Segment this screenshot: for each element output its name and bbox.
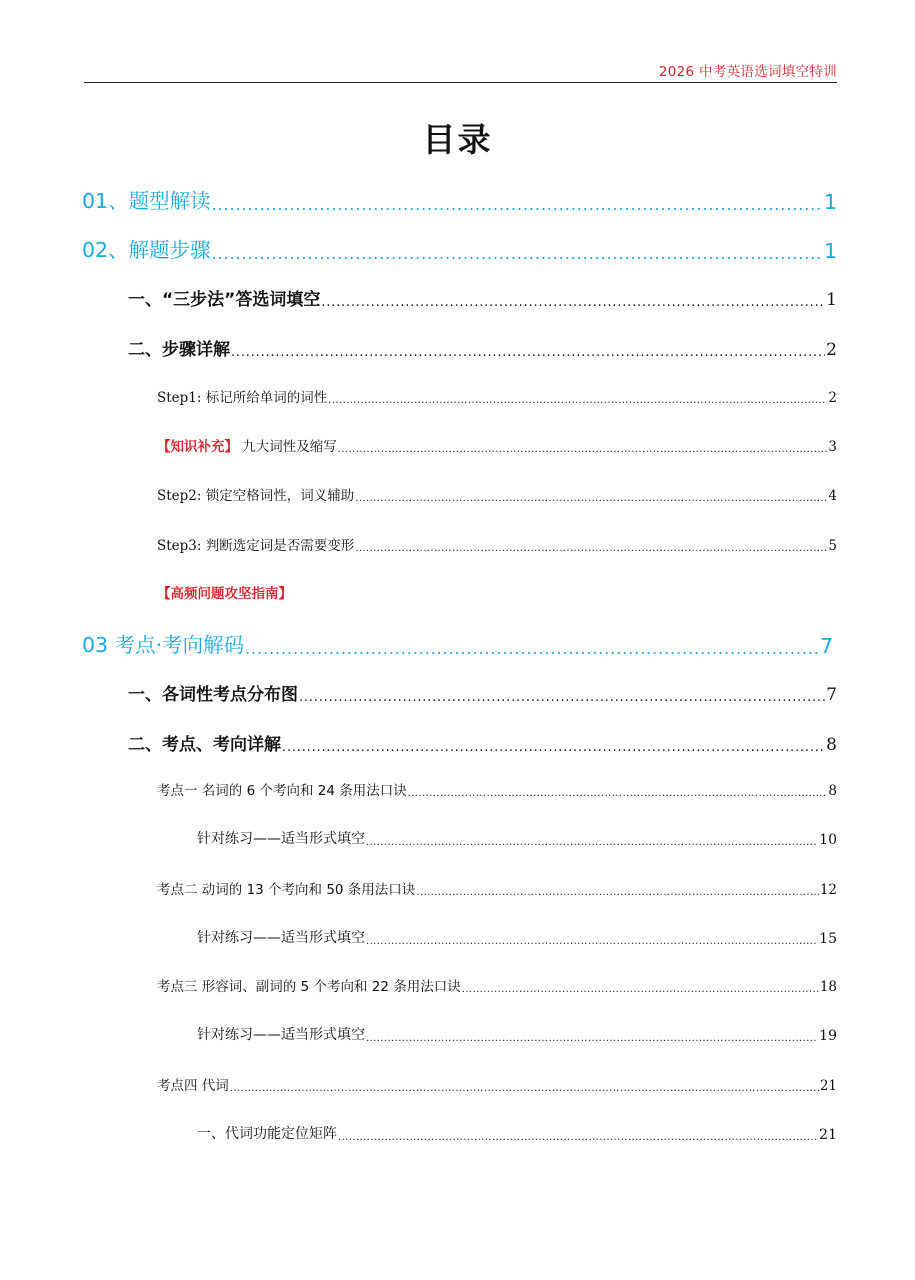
header-text: 2026 中考英语选词填空特训 <box>658 64 837 80</box>
toc-entry-02-2[interactable] <box>128 335 837 360</box>
leader-dots <box>355 493 827 504</box>
toc-entry-kp4-1[interactable] <box>197 1123 837 1143</box>
toc-label: 二、步骤详解 <box>128 340 230 360</box>
step-prefix: Step3: <box>157 538 202 554</box>
toc-entry-knowledge[interactable] <box>157 435 837 455</box>
toc-label: 考点四 代词 <box>157 1078 229 1094</box>
toc-page-number: 18 <box>819 979 837 995</box>
toc-page-number: 15 <box>819 931 837 947</box>
toc-label: 针对练习——适当形式填空 <box>197 1027 365 1043</box>
toc-page-number: 2 <box>828 390 837 406</box>
toc-label: 一、代词功能定位矩阵 <box>197 1126 337 1142</box>
toc-entry-step2[interactable] <box>157 484 837 504</box>
toc-entry-kp3-exercise[interactable] <box>197 1024 837 1044</box>
toc-page-number: 7 <box>826 685 837 705</box>
toc-label: 锁定空格词性，词义辅助 <box>205 488 355 504</box>
toc-entry-kp2-exercise[interactable] <box>197 927 837 947</box>
toc-label: 判断选定词是否需要变形 <box>205 538 355 554</box>
toc-entry-kp1-exercise[interactable] <box>197 828 837 848</box>
leader-dots <box>338 444 828 455</box>
toc-label: 标记所给单词的词性 <box>205 390 328 406</box>
toc-page-number: 21 <box>819 1078 837 1094</box>
toc-label: 针对练习——适当形式填空 <box>197 831 365 847</box>
toc-entry-01[interactable] <box>82 184 837 214</box>
toc-page-number: 8 <box>828 783 837 799</box>
toc-entry-faq[interactable] <box>157 582 292 602</box>
toc-page-number: 7 <box>819 634 833 658</box>
toc-page-number: 12 <box>819 882 837 898</box>
toc-entry-03[interactable] <box>82 628 833 658</box>
page-title: 目录 <box>422 120 493 159</box>
toc-label: 二、考点、考向详解 <box>128 735 281 755</box>
toc-page-number: 8 <box>826 735 837 755</box>
toc-label: 针对练习——适当形式填空 <box>197 930 365 946</box>
toc-entry-step1[interactable] <box>157 386 837 406</box>
leader-dots <box>212 244 823 263</box>
toc-entry-kp2[interactable] <box>157 878 837 898</box>
leader-dots <box>408 788 828 799</box>
leader-dots <box>355 543 827 554</box>
leader-dots <box>366 837 818 848</box>
toc-entry-02-1[interactable] <box>128 285 837 310</box>
toc-label: 考点二 动词的 13 个考向和 50 条用法口诀 <box>157 882 416 898</box>
leader-dots <box>282 740 825 755</box>
leader-dots <box>231 345 825 360</box>
leader-dots <box>366 936 818 947</box>
toc-label: 一、各词性考点分布图 <box>128 685 298 705</box>
leader-dots <box>321 295 825 310</box>
toc-label: 03 考点·考向解码 <box>82 633 245 657</box>
leader-dots <box>338 1132 818 1143</box>
toc-page-number: 5 <box>828 538 837 554</box>
toc-page-number: 2 <box>826 340 837 360</box>
toc-entry-step3[interactable] <box>157 534 837 554</box>
toc-label: 考点三 形容词、副词的 5 个考向和 22 条用法口诀 <box>157 979 461 995</box>
toc-label: 02、解题步骤 <box>82 238 211 262</box>
toc-page-number: 10 <box>819 832 837 848</box>
toc-page-number: 3 <box>828 439 837 455</box>
step-prefix: Step1: <box>157 390 202 406</box>
toc-label: 01、题型解读 <box>82 189 211 213</box>
toc-label: 一、“三步法”答选词填空 <box>128 290 321 310</box>
leader-dots <box>212 195 823 214</box>
toc-page-number: 1 <box>823 239 837 263</box>
leader-dots <box>328 395 827 406</box>
toc-entry-kp1[interactable] <box>157 779 837 799</box>
leader-dots <box>416 887 819 898</box>
toc-page-number: 19 <box>819 1028 837 1044</box>
leader-dots <box>230 1083 819 1094</box>
page-header <box>84 58 837 83</box>
leader-dots <box>299 690 825 705</box>
leader-dots <box>462 984 819 995</box>
toc-page-number: 21 <box>819 1127 837 1143</box>
toc-entry-02[interactable] <box>82 233 837 263</box>
leader-dots <box>366 1033 818 1044</box>
toc-page-number: 1 <box>826 290 837 310</box>
toc-entry-kp4[interactable] <box>157 1074 837 1094</box>
knowledge-tag: 【知识补充】 <box>157 439 238 455</box>
toc-label: 考点一 名词的 6 个考向和 24 条用法口诀 <box>157 783 407 799</box>
leader-dots <box>245 639 819 658</box>
toc-label: 九大词性及缩写 <box>242 439 337 455</box>
faq-label: 【高频问题攻坚指南】 <box>157 586 292 602</box>
toc-page-number: 1 <box>823 190 837 214</box>
toc-entry-kp3[interactable] <box>157 975 837 995</box>
step-prefix: Step2: <box>157 488 202 504</box>
toc-entry-03-1[interactable] <box>128 680 837 705</box>
toc-entry-03-2[interactable] <box>128 730 837 755</box>
toc-page-number: 4 <box>828 488 837 504</box>
